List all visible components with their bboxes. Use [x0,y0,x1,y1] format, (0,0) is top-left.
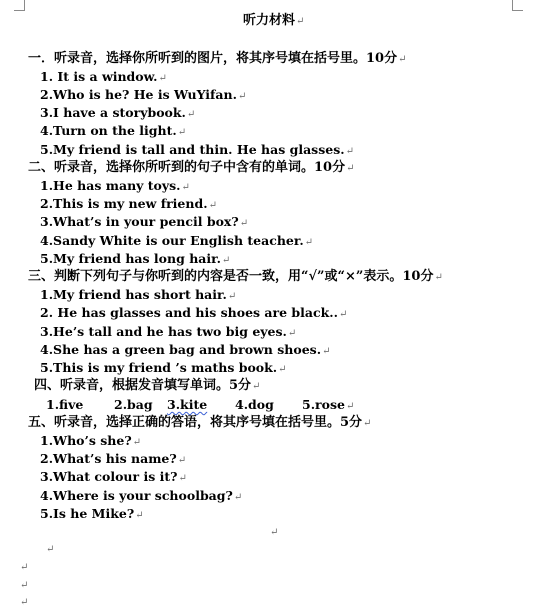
list-item [40,250,230,270]
paragraph-mark: ↵ [363,418,372,429]
list-item-text: 2.Who is he? He is WuYifan. [40,87,237,102]
paragraph-mark: ↵ [20,580,29,591]
list-item-text: 4.Where is your schoolbag? [40,488,233,503]
paragraph-mark: ↵ [46,544,55,555]
list-item [40,232,313,252]
list-item [40,432,141,452]
paragraph-mark: ↵ [20,597,29,608]
paragraph-mark: ↵ [346,163,355,174]
document-title: 听力材料 [243,13,296,28]
list-item-text: 5.This is my friend ’s maths book. [40,360,278,375]
paragraph-mark: ↵ [287,328,297,339]
word-options-row [46,396,354,416]
paragraph-mark: ↵ [177,127,187,138]
list-item [40,341,330,361]
word-option: 2.bag [114,397,153,412]
paragraph-mark: ↵ [177,455,187,466]
list-item-text: 3.He’s tall and he has two big eyes. [40,324,287,339]
section-heading [34,377,260,396]
list-item-text: 3.I have a storybook. [40,105,186,120]
list-item-text: 3.What colour is it? [40,469,178,484]
list-item-text: 2.What’s his name? [40,451,177,466]
paragraph-mark: ↵ [237,91,247,102]
list-item-text: 5.My friend is tall and thin. He has glasses. [40,142,345,157]
page-corner-marker-right [512,0,523,11]
word-option: 5.rose [302,397,345,412]
section-heading [28,50,406,69]
word-option: 4.dog [235,397,274,412]
paragraph-mark: ↵ [345,146,354,157]
word-option: 1.five [46,397,84,412]
list-item [40,86,246,106]
list-item [40,141,354,161]
list-item [40,195,217,215]
paragraph-mark: ↵ [132,437,142,448]
section-heading-text: 一．听录音，选择你所听到的图片，将其序号填在括号里。10分 [28,51,398,66]
paragraph-mark: ↵ [227,291,237,302]
list-item-text: 4.Sandy White is our English teacher. [40,233,304,248]
list-item-text: 4.Turn on the light. [40,123,177,138]
section-heading [28,414,371,433]
paragraph-mark: ↵ [186,109,196,120]
list-item [40,122,186,142]
paragraph-mark: ↵ [178,473,187,484]
paragraph-mark: ↵ [239,218,249,229]
section-heading [28,268,443,287]
list-item [40,468,187,488]
paragraph-mark: ↵ [278,364,287,375]
list-item [40,487,242,507]
list-item [40,213,248,233]
paragraph-mark: ↵ [181,182,190,193]
paragraph-mark: ↵ [252,381,261,392]
paragraph-mark: ↵ [20,562,29,573]
list-item [40,450,186,470]
list-item [40,505,144,525]
section-heading-text: 三、判断下列句子与你听到的内容是否一致，用“√”或“×”表示。10分 [28,269,434,284]
list-item-text: 1.He has many toys. [40,178,181,193]
page-corner-marker-left [14,0,25,11]
list-item [40,177,190,197]
paragraph-mark: ↵ [233,492,243,503]
list-item [40,286,236,306]
list-item-text: 5.My friend has long hair. [40,251,221,266]
paragraph-mark: ↵ [135,510,144,521]
paragraph-mark: ↵ [345,401,355,412]
paragraph-mark: ↵ [208,200,217,211]
document-title-line [243,12,304,31]
section-heading-text: 五、听录音，选择正确的答语，将其序号填在括号里。5分 [28,415,363,430]
paragraph-mark: ↵ [322,346,331,357]
section-heading [28,159,354,178]
list-item-text: 1. It is a window. [40,69,158,84]
list-item-text: 4.She has a green bag and brown shoes. [40,342,322,357]
list-item-text: 2. He has glasses and his shoes are black.. [40,305,338,320]
list-item [40,359,287,379]
list-item-text: 3.What’s in your pencil box? [40,214,239,229]
section-heading-text: 二、听录音，选择你所听到的句子中含有的单词。10分 [28,160,346,175]
paragraph-mark: ↵ [158,73,167,84]
word-option: 3.kite [167,397,208,412]
list-item [40,68,167,88]
paragraph-mark: ↵ [270,527,279,538]
list-item-text: 1.My friend has short hair. [40,287,227,302]
section-heading-text: 四、听录音，根据发音填写单词。5分 [34,378,252,393]
paragraph-mark: ↵ [296,16,305,27]
list-item [40,323,296,343]
list-item-text: 1.Who’s she? [40,433,132,448]
list-item-text: 5.Is he Mike? [40,506,135,521]
list-item-text: 2.This is my new friend. [40,196,208,211]
paragraph-mark: ↵ [221,255,231,266]
paragraph-mark: ↵ [398,54,407,65]
paragraph-mark: ↵ [434,272,443,283]
paragraph-mark: ↵ [338,309,348,320]
list-item [40,304,347,324]
list-item [40,104,195,124]
paragraph-mark: ↵ [304,237,314,248]
